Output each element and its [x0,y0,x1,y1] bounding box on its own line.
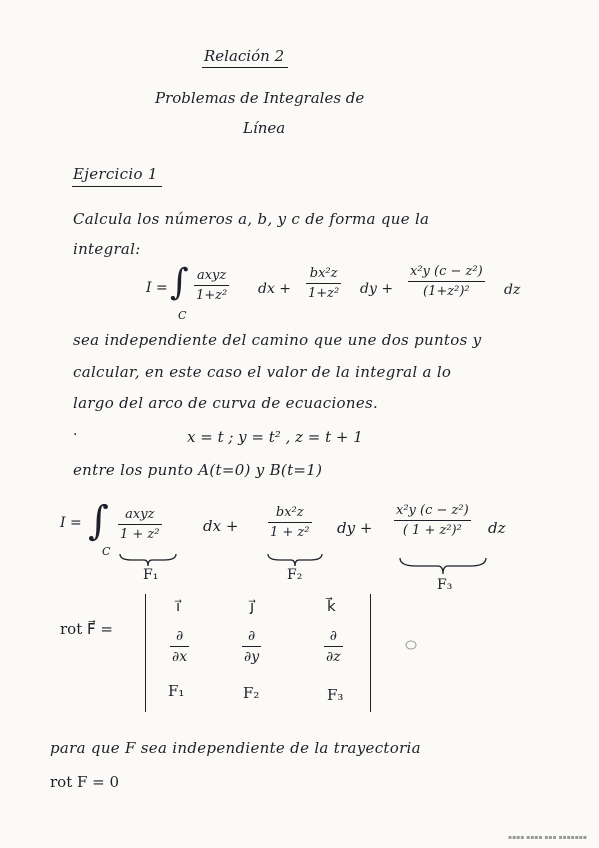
eq1-f1-num: axyz [196,268,227,283]
eq1-f2-num: bx²z [309,266,338,281]
eq2-I: I = [60,515,82,531]
eq1-f3-bar [408,281,485,282]
unit-vector-i: i⃗ [176,597,181,615]
eq1-f3-num: x²y (c − z²) [410,264,483,279]
partial-z-den: ∂z [326,649,341,665]
brace-F2 [266,552,324,568]
statement-line4: calcular, en este caso el valor de la integral a lo [73,363,452,381]
brace-F2-label: F₂ [287,567,303,583]
statement-line5: largo del arco de curva de ecuaciones. [73,394,379,412]
eq2-f1-bar [118,524,162,525]
eq2-dx: dx + [203,517,239,535]
eq2-f2-bar [268,522,312,523]
conclusion-line1: para que F sea independiente de la trayectoria [50,739,421,757]
eq2-frac3 [394,503,471,538]
eq1-dx: dx + [258,281,292,297]
relacion-underline [202,67,288,68]
eq2-f3-bar [394,520,471,521]
eq2-f2-num: bx²z [275,505,304,520]
partial-y [242,628,261,665]
det-F3: F₃ [327,686,344,704]
partial-y-den: ∂y [244,649,260,665]
statement-line2: integral: [73,240,141,258]
conclusion-line2: rot F = 0 [50,773,120,791]
partial-x-bar [170,646,189,647]
eq1-f2-bar [306,283,341,284]
eq2-f2-den: 1 + z² [270,525,310,540]
page-title-line2: Línea [243,119,286,137]
statement-line3: sea independiente del camino que une dos puntos y [73,331,482,349]
watermark: ▪▪▪▪ ▪▪▪▪ ▪▪▪ ▪▪▪▪▪▪▪ [508,834,587,841]
determinant-left-bar [145,594,146,712]
eq2-integral-sign: ∫ [88,498,109,544]
eq1-frac1 [194,268,229,303]
eq1-contour-C: C [178,309,187,322]
eq1-dz: dz [504,282,521,298]
eq2-dz: dz [488,519,506,537]
eq2-f1-den: 1 + z² [120,527,160,542]
eq2-frac1 [118,507,162,542]
small-circle-mark [404,639,418,651]
brace-F3 [398,556,488,576]
eq2-contour-C: C [102,545,111,558]
det-F1: F₁ [168,682,185,700]
partial-y-num: ∂ [247,628,256,644]
unit-vector-k: k⃗ [327,597,336,615]
statement-line1: Calcula los números a, b, y c de forma que la [73,210,430,228]
eq1-frac2 [306,266,341,301]
partial-x-num: ∂ [175,628,184,644]
brace-F1-label: F₁ [143,567,159,583]
eq1-frac3 [408,264,485,299]
brace-F3-label: F₃ [437,577,453,593]
partial-x-den: ∂x [172,649,188,665]
eq1-f1-bar [194,285,229,286]
rot-F-label: rot F⃗ = [60,620,113,638]
exercise-heading-underline [72,186,162,187]
eq1-dy: dy + [360,281,394,297]
eq1-f3-den: (1+z²)² [423,284,470,299]
determinant-right-bar [370,594,371,712]
partial-z-bar [324,646,343,647]
brace-F1 [118,552,178,568]
parametrization: x = t ; y = t² , z = t + 1 [187,428,363,446]
eq2-f3-den: ( 1 + z²)² [402,523,462,538]
eq1-f1-den: 1+z² [196,288,228,303]
page-title-line1: Problemas de Integrales de [155,89,365,107]
eq1-f2-den: 1+z² [308,286,340,301]
exercise-heading: Ejercicio 1 [73,165,158,183]
eq1-integral-sign: ∫ [170,262,189,303]
eq2-frac2 [268,505,312,540]
statement-line6: entre los punto A(t=0) y B(t=1) [73,461,323,479]
partial-z-num: ∂ [329,628,337,644]
eq2-f1-num: axyz [125,507,155,522]
unit-vector-j: j⃗ [250,597,255,615]
partial-y-bar [242,646,261,647]
det-F2: F₂ [243,684,260,702]
eq1-I: I = [146,280,168,296]
partial-z [324,628,343,665]
eq2-dy: dy + [337,519,373,537]
eq2-f3-num: x²y (c − z²) [396,503,469,518]
bullet-dot: · [73,427,78,443]
partial-x [170,628,189,665]
relacion-heading: Relación 2 [204,47,285,65]
